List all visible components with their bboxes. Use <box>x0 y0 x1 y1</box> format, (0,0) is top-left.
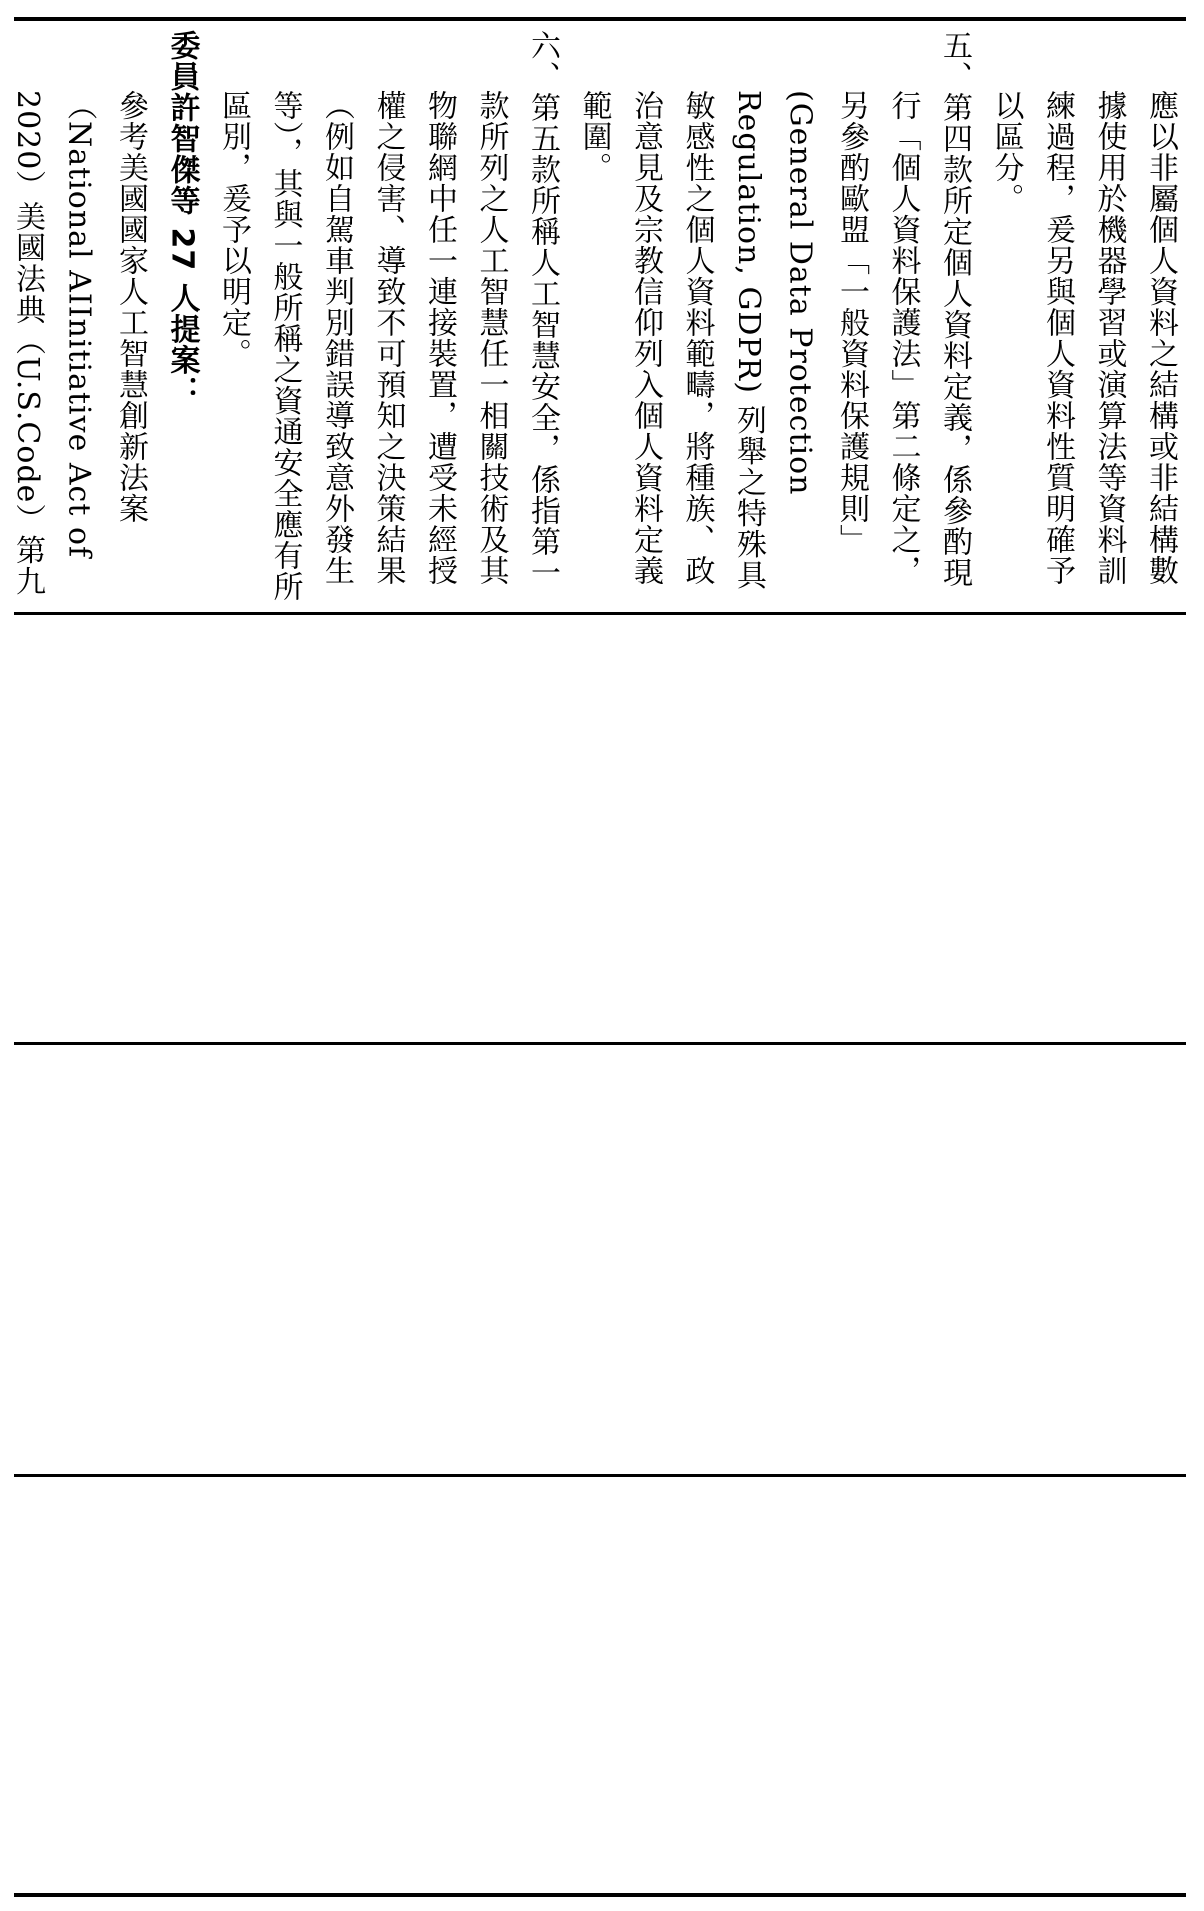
item-six-number: 六、 <box>525 30 560 92</box>
proposal-paragraph <box>0 30 156 602</box>
row-divider <box>14 1042 1186 1045</box>
row-divider <box>14 1474 1186 1477</box>
explanation-cell <box>10 30 1186 602</box>
table-bottom-border <box>14 1893 1186 1897</box>
table-top-border <box>14 17 1186 21</box>
item-six-paragraph <box>208 30 569 602</box>
continuation-paragraph <box>980 30 1186 602</box>
proposal-text: 參考美國國家人工智慧創新法案（National AIInitiative Act of 2020）美國法典（U.S.Code）第九 <box>10 90 148 597</box>
item-five-number: 五、 <box>937 30 972 92</box>
row-divider <box>14 612 1186 615</box>
item-five-paragraph <box>568 30 980 602</box>
proposal-heading: 委員許智傑等 27 人提案： <box>164 30 200 407</box>
item-five-text: 第四款所定個人資料定義，係參酌現行「個人資料保護法」第二條定之，另參酌歐盟「一般資料保護規則」(General Data Protection Regulation, GDPR) 列舉之特殊具敏感性之個人資料範疇，將種族、政治意見及宗教信仰列入個人資料定義範圍。 <box>576 90 972 591</box>
item-six-text: 第五款所稱人工智慧安全，係指第一款所列之人工智慧任一相關技術及其物聯網中任一連接裝置，遭受未經授權之侵害、導致不可預知之決策結果（例如自駕車判別錯誤導致意外發生等），其與一般所稱之資通安全應有所區別，爰予以明定。 <box>216 90 560 602</box>
continuation-text: 應以非屬個人資料之結構或非結構數據使用於機器學習或演算法等資料訓練過程，爰另與個人資料性質明確予以區分。 <box>988 90 1178 586</box>
